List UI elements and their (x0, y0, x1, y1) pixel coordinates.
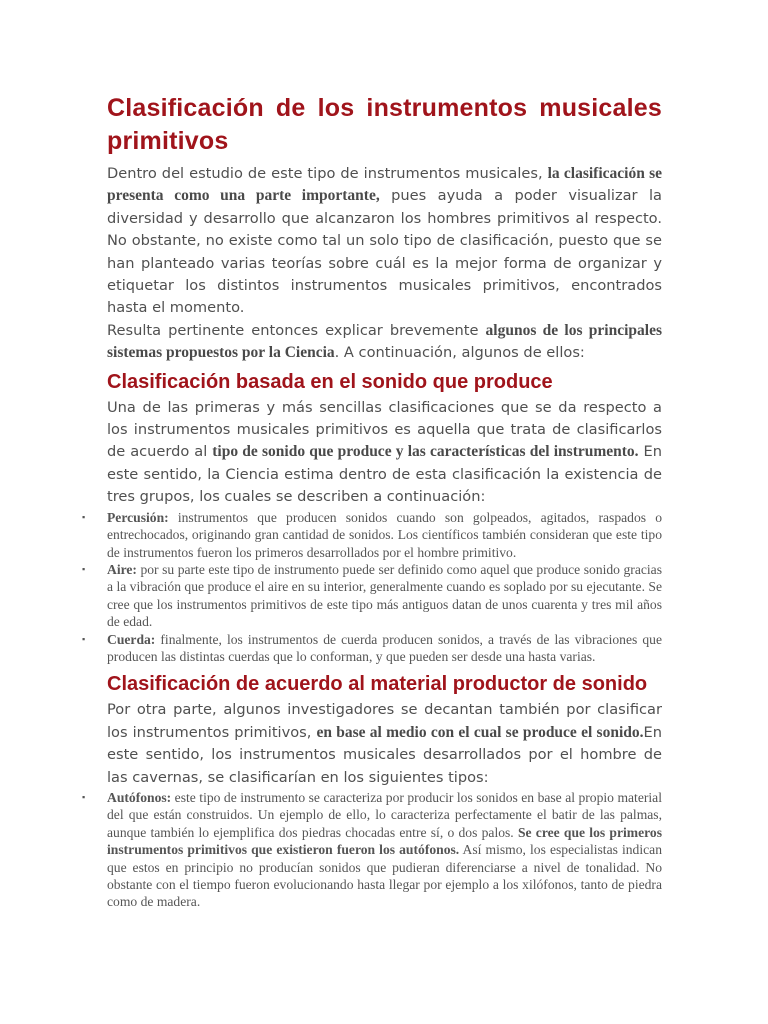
list-item-term: Aire: (107, 561, 137, 577)
list-item-text-end: Así mismo, los especialistas indican que estos en principio no producían sonidos que pudieran diferenciarse a nivel de tonalidad. No obstante con el tiempo fueron evolucionando hasta llegar por ejemplo a los xilófonos, tanto de piedra como de madera. (107, 842, 662, 910)
intro-p2-bold: algunos de los principales sistemas propuestos por la Ciencia (107, 321, 662, 362)
section2-p-bold: en base al medio con el cual se produce el sonido. (316, 723, 644, 741)
intro-p2-text-c: . A continuación, algunos de ellos: (334, 344, 585, 362)
section2-heading: Clasificación de acuerdo al material productor de sonido (107, 673, 648, 696)
intro-p1-text-a: Dentro del estudio de este tipo de instrumentos musicales, (107, 165, 548, 182)
list-item-term: Cuerda: (107, 631, 156, 647)
page-title-line1: Clasificación de los instrumentos musicales (107, 94, 662, 122)
section2-paragraph (107, 699, 662, 789)
section1-paragraph (107, 397, 662, 509)
list-item-text: por su parte este tipo de instrumento puede ser definido como aquel que produce sonido gracias a la vibración que produce el aire en su interior, generalmente cuando es soplado por su ejecutante. Se cree que los instrumentos primitivos de este tipo más antiguos datan de unos cuarenta y tres mil años de edad. (107, 561, 662, 630)
page-title (107, 92, 662, 158)
section1-heading: Clasificación basada en el sonido que produce (107, 370, 553, 393)
list-item-term: Autófonos: (107, 789, 172, 805)
section1-p-text-a: Una de las primeras y más sencillas clasificaciones que se da respecto a los instrumentos musicales primitivos es aquella que trata de clasificarlos de acuerdo al (107, 398, 662, 461)
section1-p-text-c: En este sentido, la Ciencia estima dentro de esta clasificación la existencia de tres grupos, los cuales se describen a continuación: (107, 443, 662, 506)
page-title-line2: primitivos (107, 127, 229, 155)
list-item-term: Percusión: (107, 509, 169, 525)
section1-p-bold: tipo de sonido que produce y las características del instrumento. (212, 443, 639, 461)
list-item (82, 789, 662, 911)
section1-list (82, 509, 662, 666)
intro-p1-bold: la clasificación se presenta como una parte importante, (107, 165, 662, 205)
intro-paragraph-2 (107, 320, 662, 365)
section2-p-text-a: Por otra parte, algunos investigadores se decantan también por clasificar los instrumentos primitivos, (107, 701, 662, 741)
bullet-icon: ▪ (82, 791, 86, 802)
list-item (82, 509, 662, 561)
list-item-text: este tipo de instrumento se caracteriza por producir los sonidos en base al propio material del que están construidos. Un ejemplo de ello, lo caracteriza perfectamente el batir de las palmas, aunque también lo ejemplifica dos piedras chocadas entre sí, o dos palos. (107, 789, 662, 840)
list-item-bold-text: Se cree que los primeros instrumentos primitivos que existieron fueron los autófonos. (107, 824, 662, 858)
bullet-icon: ▪ (82, 563, 86, 574)
document-page (82, 92, 662, 911)
list-item-text: instrumentos que producen sonidos cuando son golpeados, agitados, raspados o entrechocados, originando gran cantidad de sonidos. Los científicos también consideran que este tipo de instrumentos fueron los primeros desarrollados por el hombre primitivo. (107, 509, 662, 560)
list-item-text: finalmente, los instrumentos de cuerda producen sonidos, a través de las vibraciones que producen las distintas cuerdas que lo conforman, y que pueden ser desde una hasta varias. (107, 631, 662, 664)
intro-p1-text-c: pues ayuda a poder visualizar la diversidad y desarrollo que alcanzaron los hombres primitivos al respecto. No obstante, no existe como tal un solo tipo de clasificación, puesto que se han planteado varias teorías sobre cuál es la mejor forma de organizar y etiquetar los distintos instrumentos musicales primitivos, encontrados hasta el momento. (107, 187, 662, 317)
intro-p2-text-a: Resulta pertinente entonces explicar brevemente (107, 321, 486, 339)
intro-paragraph-1 (107, 163, 662, 320)
section2-p-text-c: En este sentido, los instrumentos musicales desarrollados por el hombre de las cavernas, se clasificarían en los siguientes tipos: (107, 723, 662, 786)
list-item (82, 631, 662, 666)
list-item (82, 561, 662, 631)
section2-list (82, 789, 662, 911)
bullet-icon: ▪ (82, 511, 86, 522)
bullet-icon: ▪ (82, 633, 86, 644)
